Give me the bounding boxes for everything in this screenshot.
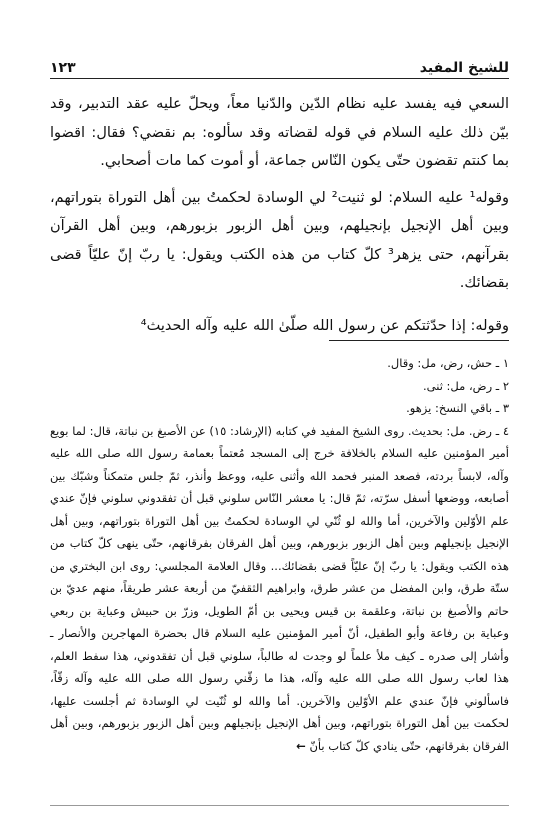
continuation-arrow-icon: ← <box>296 738 306 753</box>
running-title: للشيخ المفيد <box>419 60 509 76</box>
footnote-1: ١ ـ حش، رض، مل: وقال. <box>387 356 509 370</box>
page-header <box>50 52 509 76</box>
paragraph-2: وقوله¹ عليه السلام: لو ثنيت² لي الوسادة لحكمتُ بين أهل التوراة بتوراتهم، وبين أهل الإنجيل بإنجيلهم، وبين أهل الزبور بزبورهم، وبين أهل القرآن بقرآنهم، حتى يزهر³ كلّ كتاب من هذه الكتب ويقول: يا ربّ إنّ عليّاً قضى بقضائك. <box>50 189 510 291</box>
paragraph-1: السعي فيه يفسد عليه نظام الدّين والدّنيا معاً، ويحلّ عليه عقد التدبير، وقد بيّن ذلك عليه السلام في قوله لقضاته وقد سألوه: بم نقضي؟ فقال: اقضوا بما كنتم تقضون حتّى يكون النّاس جماعة، أو أموت كما مات أصحابي. <box>50 96 509 169</box>
paragraph-3: وقوله: إذا حدّثتكم عن رسول الله صلّىٰ الله عليه وآله الحديث⁴ <box>140 317 509 334</box>
page-number: ١٢٣ <box>50 60 76 76</box>
header-rule <box>50 78 509 79</box>
footnote-3: ٣ ـ باقي النسخ: يزهو. <box>406 401 509 415</box>
bottom-rule <box>50 805 509 806</box>
footnote-2: ٢ ـ رض، مل: ثنى. <box>422 378 509 393</box>
footnote-4 <box>50 420 509 758</box>
main-text <box>50 90 509 340</box>
footnote-separator <box>329 340 509 341</box>
footnote-4-text: ٤ ـ رض. مل: بحديث. روى الشيخ المفيد في كتابه (الإرشاد: ١٥) عن الأصبغ بن نباتة، قال: لما بويع أمير المؤمنين عليه السلام بالخلافة خرج إلى المسجد مُعتماً بعمامة رسول الله صلى الله عليه وآله، لابساً بردته، فصعد المنبر فحمد الله وأثنى عليه، ووعظ وأنذر، ثمّ جلس متمكناً وشبّك بين أصابعه، ووضعها أسفل سرّته، ثمّ قال: يا معشر النّاس سلوني قبل أن تفقدوني سلوني فإنّ عندي علم الأوّلين والآخرين، أما والله لو ثُنّي لي الوسادة لحكمتُ بين أهل التوراة بتوراتهم، وبين أهل الإنجيل بإنجيلهم وبين أهل الزبور بزبورهم، وبين أهل الفرقان بفرقانهم، حتّى ينهى كلّ كتاب من هذه الكتب ويقول: يا ربّ إنّ عليّاً قضى بقضائك... وقال العلامة المجلسي: روى ابن البختري من ستّة طرق، وابن المفضل من عشر طرق، وابراهيم الثقفيّ من أربعة عشر طريقاً، منهم عديّ بن حاتم والأصبغ بن نباتة، وعلقمة بن قيس ويحيى بن أمّ الطويل، وزرّ بن حبيش وعباية بن ربعي وعباية بن رفاعة وأبو الطفيل، أنّ أمير المؤمنين عليه السلام قال بحضرة المهاجرين والأنصار ـ وأشار إلى صدره ـ كيف ملأ علماً لو وجدت له طالباً، سلوني قبل أن تفقدوني، هذا سفط العلم، هذا لعاب رسول الله صلى الله عليه وآله، هذا ما زقّني رسول الله صلى الله عليه وآله زقّاً، فاسألوني فإنّ عندي علم الأوّلين والآخرين. أما والله لو ثُنّيت لي الوسادة ثم أجلست عليها، لحكمت بين أهل التوراة بتوراتهم، وبين أهل الإنجيل بإنجيلهم وبين أهل الزبور بزبورهم، وبين أهل الفرقان بفرقانهم، حتّى ينادي كلّ كتاب بأنّ <box>50 423 510 753</box>
footnotes <box>50 352 509 757</box>
